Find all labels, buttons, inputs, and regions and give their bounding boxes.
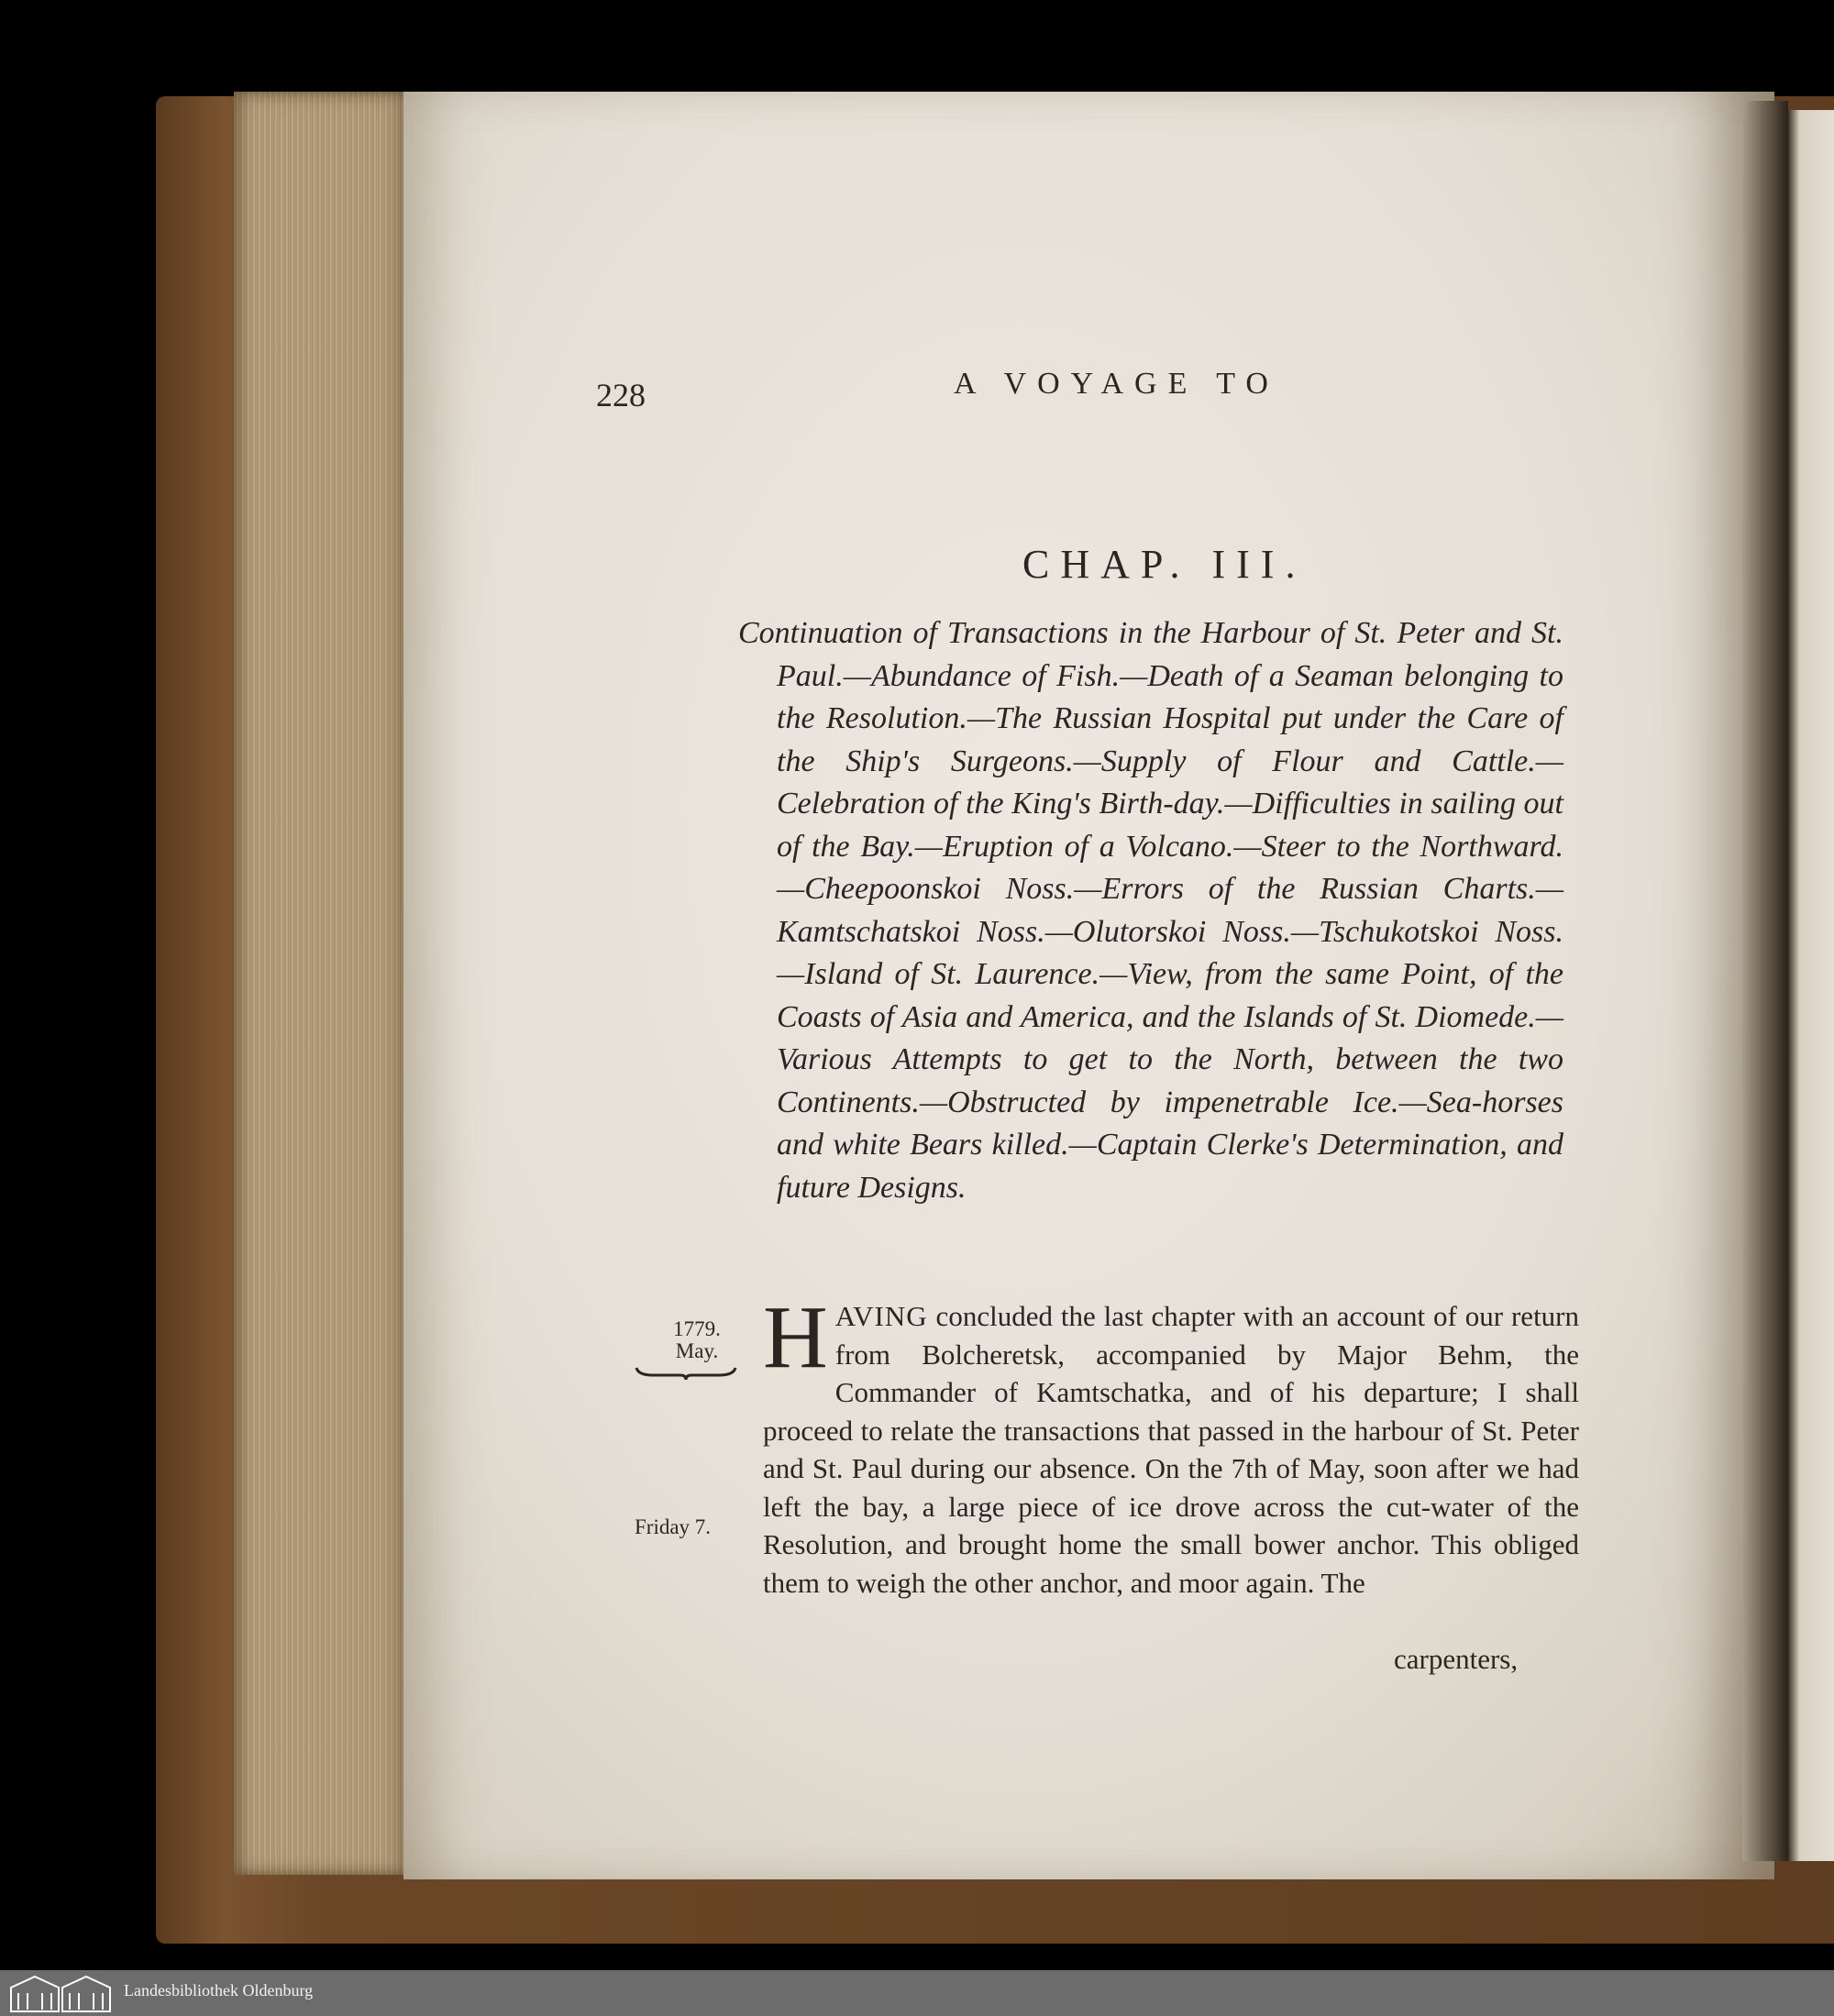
chapter-heading: CHAP. III. — [1022, 542, 1307, 587]
running-head: A VOYAGE TO — [954, 367, 1279, 401]
catchword: carpenters, — [1394, 1643, 1519, 1675]
margin-year: 1779. — [673, 1317, 721, 1340]
drop-cap: H — [763, 1288, 828, 1387]
margin-month: May. — [675, 1339, 719, 1362]
page-number: 228 — [596, 377, 646, 413]
page-block-edge — [234, 92, 417, 1875]
margin-note-year — [660, 1318, 734, 1362]
margin-note-date: Friday 7. — [635, 1515, 712, 1538]
footer-library-name: Landesbibliothek Oldenburg — [124, 1981, 314, 1999]
body-text: concluded the last chapter with an account of our return from Bolcheretsk, accompanied by Major Behm, the Commander of Kamtschatka, and of his departure; I shall proceed to relate the transactions that passed in the harbour of St. Peter and St. Paul during our absence. On the 7th of May, soon after we had left the bay, a large piece of ice drove across the cut-water of the Resolution, and brought home the small bower anchor. This obliged them to weigh the other anchor, and moor again. The — [763, 1300, 1579, 1599]
library-building-icon — [7, 1971, 113, 2015]
facing-page-edge — [1788, 110, 1834, 1861]
chapter-summary: Continuation of Transactions in the Harbour of St. Peter and St. Paul.—Abundance of Fish.—Death of a Seaman belonging to the Resolution.—The Russian Hospital put under the Care of the Ship's Surgeons.—Supply of Flour and Cattle.—Celebration of the King's Birth-day.—Difficulties in sailing out of the Bay.—Eruption of a Volcano.—Steer to the Northward.—Cheepoonskoi Noss.—Errors of the Russian Charts.—Kamtschatskoi Noss.—Olutorskoi Noss.—Tschukotskoi Noss.—Island of St. Laurence.—View, from the same Point, of the Coasts of Asia and America, and the Islands of St. Diomede.—Various Attempts to get to the North, between the two Continents.—Obstructed by impenetrable Ice.—Sea-horses and white Bears killed.—Captain Clerke's Determination, and future Designs. — [738, 616, 1563, 1205]
body-lead-word: AVING — [834, 1300, 928, 1332]
margin-brace-icon — [635, 1366, 737, 1381]
body-paragraph — [763, 1288, 1579, 1602]
book-gutter — [1742, 101, 1788, 1861]
